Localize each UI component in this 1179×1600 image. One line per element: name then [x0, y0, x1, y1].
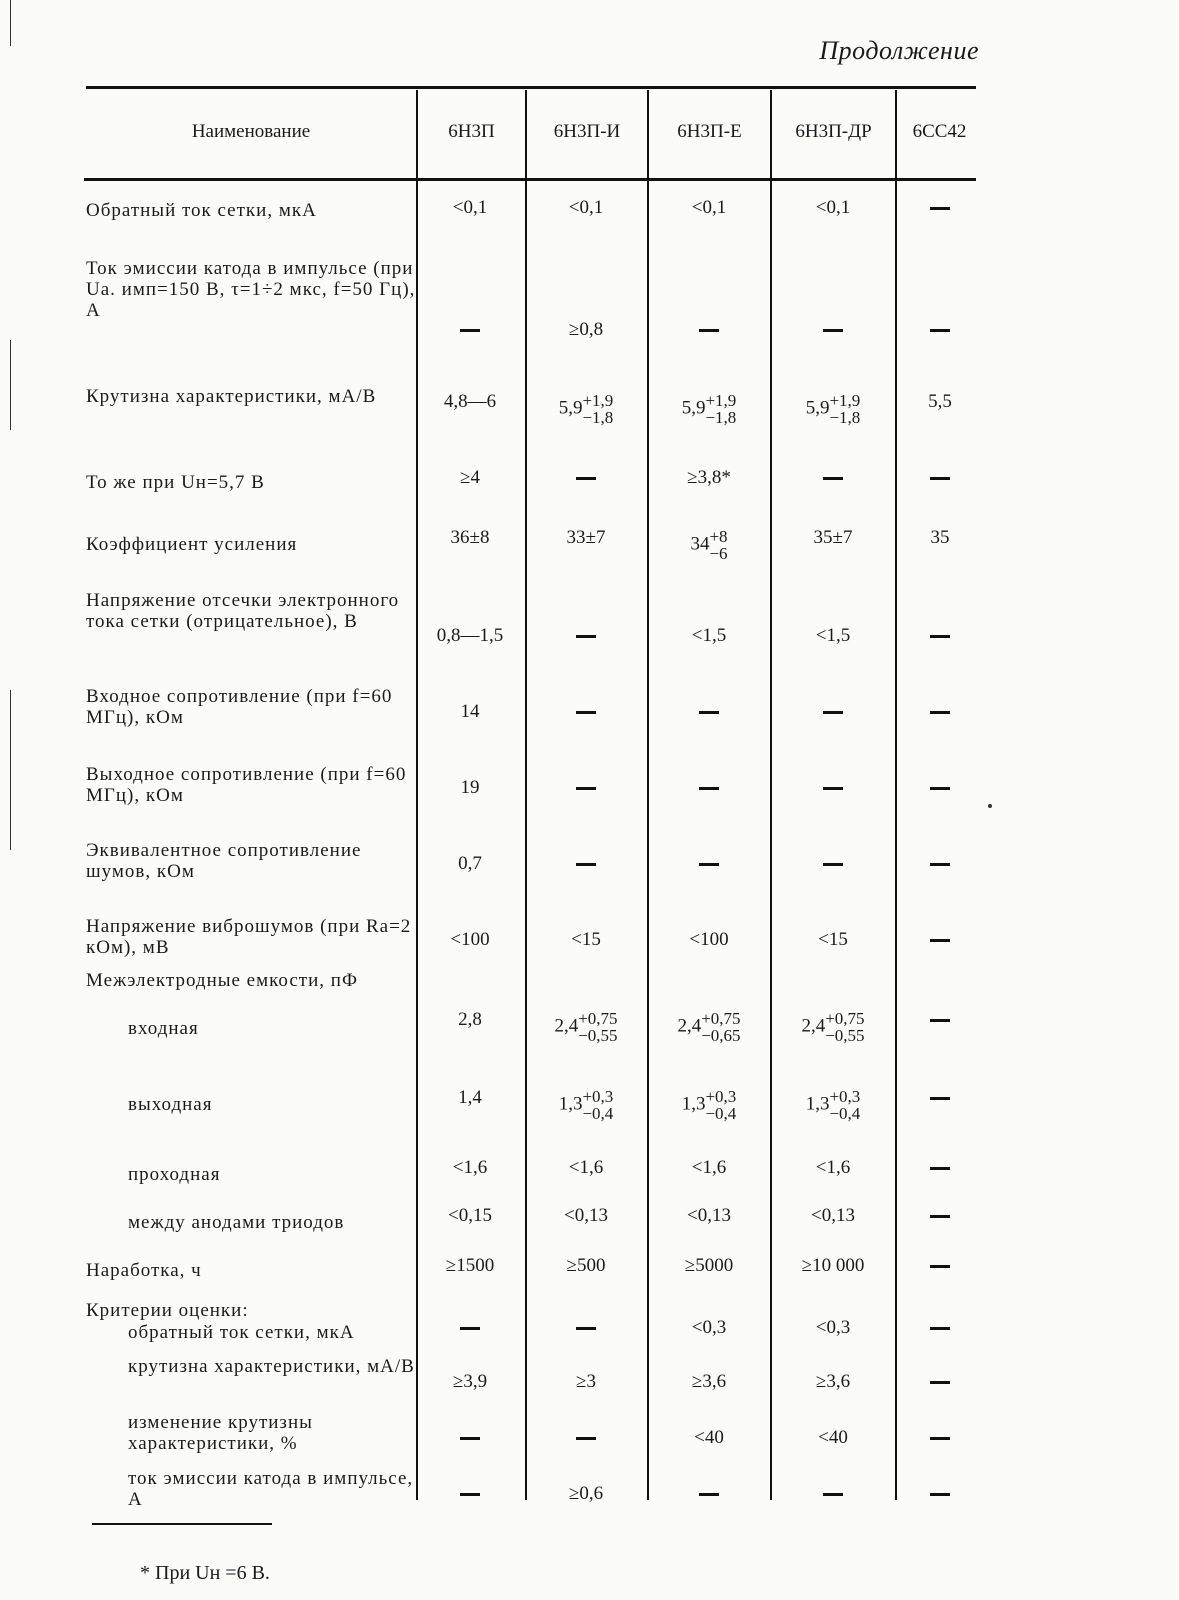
table-cell: 19 [460, 777, 480, 798]
row-name: обратный ток сетки, мкА [128, 1322, 355, 1343]
table-cell [880, 1256, 1000, 1276]
dash-mark [460, 1493, 480, 1496]
dash-mark [460, 329, 480, 332]
table-cell [773, 320, 893, 340]
cell-base-value: 1,3 [558, 1093, 583, 1115]
table-cell [773, 1088, 893, 1122]
cell-tolerance: +0,75 −0,55 [578, 1009, 618, 1045]
header-name: Наименование [191, 121, 311, 142]
dash-mark [930, 939, 950, 942]
table-cell: <0,13 [564, 1205, 608, 1226]
table-cell [773, 702, 893, 722]
table-cell [773, 1010, 893, 1044]
dash-mark [930, 1265, 950, 1268]
table-cell [880, 702, 1000, 722]
table-cell: <1,6 [691, 1157, 727, 1178]
ink-dot [988, 804, 992, 808]
dash-mark [930, 1097, 950, 1100]
column-separator [770, 90, 772, 1500]
row-name: Напряжение отсечки электронного тока сетки (отрицательное), В [86, 590, 400, 632]
cell-tolerance: +0,3 −0,4 [829, 1087, 861, 1123]
dash-mark [699, 863, 719, 866]
dash-mark [576, 863, 596, 866]
table-cell: <0,1 [691, 197, 727, 218]
table-cell: 0,7 [458, 853, 482, 874]
table-cell [880, 1484, 1000, 1504]
dash-mark [460, 1437, 480, 1440]
dash-mark [930, 1493, 950, 1496]
table-cell: 35 [930, 527, 950, 548]
table-cell [773, 778, 893, 798]
row-name: Наработка, ч [86, 1260, 202, 1281]
cell-tolerance: +1,9 −1,8 [705, 391, 737, 427]
row-name: между анодами триодов [128, 1212, 345, 1233]
table-cell: 33±7 [566, 527, 606, 548]
table-cell [649, 1088, 769, 1122]
table-cell: ≥3,8* [687, 467, 731, 488]
continuation-label: Продолжение [819, 36, 979, 65]
footnote: * При Uн =6 В. [140, 1562, 270, 1584]
table-cell: ≥1500 [445, 1255, 495, 1276]
table-cell [773, 1484, 893, 1504]
header-6n3p: 6Н3П [448, 121, 495, 142]
table-cell [880, 854, 1000, 874]
table-cell [649, 1484, 769, 1504]
cell-tolerance: +0,3 −0,4 [705, 1087, 737, 1123]
cell-tolerance: +8 −6 [709, 527, 728, 563]
table-cell [526, 1010, 646, 1044]
table-cell: <0,3 [691, 1317, 727, 1338]
dash-mark [699, 329, 719, 332]
table-cell [526, 854, 646, 874]
table-cell [649, 702, 769, 722]
table-cell: ≥500 [566, 1255, 606, 1276]
table-cell: <0,15 [448, 1205, 492, 1226]
header-6n3p-e: 6Н3П-Е [677, 121, 742, 142]
dash-mark [699, 711, 719, 714]
table-cell: 5,5 [928, 391, 952, 412]
cell-base-value: 1,3 [681, 1093, 706, 1115]
table-cell [410, 1428, 530, 1448]
table-cell: ≥3,6 [691, 1371, 727, 1392]
dash-mark [576, 477, 596, 480]
row-name: Коэффициент усиления [86, 534, 298, 555]
row-name: изменение крутизны характеристики, % [128, 1412, 313, 1454]
cell-base-value: 1,3 [805, 1093, 830, 1115]
row-name: выходная [128, 1094, 213, 1115]
dash-mark [930, 477, 950, 480]
table-cell: ≥0,8 [568, 319, 604, 340]
table-cell [410, 1484, 530, 1504]
dash-mark [823, 711, 843, 714]
table-cell: ≥3,9 [452, 1371, 488, 1392]
header-6ss42: 6СС42 [912, 121, 967, 142]
table-cell: <100 [450, 929, 490, 950]
row-name: Крутизна характеристики, мА/В [86, 386, 377, 407]
footnote-rule [92, 1523, 272, 1525]
table-cell [526, 392, 646, 426]
table-cell [880, 1372, 1000, 1392]
cell-base-value: 2,4 [801, 1015, 826, 1037]
dash-mark [930, 1167, 950, 1170]
table-cell: <1,6 [568, 1157, 604, 1178]
header-bottom-rule [84, 178, 976, 181]
cell-base-value: 5,9 [681, 397, 706, 419]
row-name: То же при Uн=5,7 В [86, 472, 265, 493]
row-name: Ток эмиссии катода в импульсе (при Uа. имп=150 В, τ=1÷2 мкс, f=50 Гц), А [86, 258, 416, 321]
table-cell [526, 1088, 646, 1122]
table-cell [649, 392, 769, 426]
table-cell: <40 [694, 1427, 724, 1448]
dash-mark [930, 787, 950, 790]
table-cell [649, 528, 769, 562]
table-cell [880, 1158, 1000, 1178]
table-cell: 14 [460, 701, 480, 722]
table-cell: 36±8 [450, 527, 490, 548]
dash-mark [930, 207, 950, 210]
cell-tolerance: +0,75 −0,65 [701, 1009, 741, 1045]
table-cell: <0,13 [811, 1205, 855, 1226]
table-cell: ≥0,6 [568, 1483, 604, 1504]
table-cell [410, 1318, 530, 1338]
table-cell [880, 626, 1000, 646]
cell-tolerance: +0,3 −0,4 [582, 1087, 614, 1123]
table-cell: 35±7 [813, 527, 853, 548]
cell-base-value: 2,4 [677, 1015, 702, 1037]
dash-mark [930, 1215, 950, 1218]
table-cell: <0,1 [815, 197, 851, 218]
table-cell [526, 626, 646, 646]
dash-mark [930, 1437, 950, 1440]
cell-base-value: 34 [690, 533, 710, 555]
dash-mark [699, 787, 719, 790]
table-cell: <0,1 [568, 197, 604, 218]
table-cell [526, 1318, 646, 1338]
row-name: Межэлектродные емкости, пФ [86, 970, 358, 991]
margin-mark [10, 690, 11, 850]
cell-tolerance: +1,9 −1,8 [582, 391, 614, 427]
cell-base-value: 5,9 [558, 397, 583, 419]
margin-mark [10, 0, 11, 46]
table-cell [649, 854, 769, 874]
dash-mark [576, 635, 596, 638]
dash-mark [460, 1327, 480, 1330]
table-cell: 0,8—1,5 [436, 625, 504, 646]
table-cell [773, 468, 893, 488]
table-cell: <1,5 [691, 625, 727, 646]
table-cell: <100 [689, 929, 729, 950]
dash-mark [823, 477, 843, 480]
dash-mark [930, 635, 950, 638]
table-cell: ≥10 000 [801, 1255, 865, 1276]
dash-mark [576, 1437, 596, 1440]
table-cell: <0,1 [452, 197, 488, 218]
row-name: Обратный ток сетки, мкА [86, 200, 317, 221]
table-cell [880, 468, 1000, 488]
table-cell [880, 1206, 1000, 1226]
dash-mark [823, 329, 843, 332]
row-name: Напряжение виброшумов (при Rа=2 кОм), мВ [86, 916, 412, 958]
dash-mark [930, 1019, 950, 1022]
table-cell: <0,13 [687, 1205, 731, 1226]
table-cell [880, 1010, 1000, 1030]
table-cell: <0,3 [815, 1317, 851, 1338]
dash-mark [699, 1493, 719, 1496]
dash-mark [823, 1493, 843, 1496]
dash-mark [823, 863, 843, 866]
table-cell: <1,5 [815, 625, 851, 646]
row-name: Эквивалентное сопротивление шумов, кОм [86, 840, 362, 882]
table-cell [880, 778, 1000, 798]
cell-base-value: 2,4 [554, 1015, 579, 1037]
table-cell: 1,4 [458, 1087, 482, 1108]
table-cell: <15 [571, 929, 601, 950]
table-cell [649, 320, 769, 340]
table-cell: <40 [818, 1427, 848, 1448]
cell-tolerance: +0,75 −0,55 [825, 1009, 865, 1045]
table-cell [880, 1428, 1000, 1448]
row-name: крутизна характеристики, мА/В [128, 1356, 415, 1377]
table-cell: 2,8 [458, 1009, 482, 1030]
table-cell [410, 320, 530, 340]
table-cell [880, 1088, 1000, 1108]
cell-base-value: 5,9 [805, 397, 830, 419]
row-name: Выходное сопротивление (при f=60 МГц), кОм [86, 764, 407, 806]
table-cell: <15 [818, 929, 848, 950]
table-cell: ≥5000 [684, 1255, 734, 1276]
header-6n3p-i: 6Н3П-И [553, 121, 621, 142]
table-cell: ≥3 [576, 1371, 596, 1392]
dash-mark [576, 1327, 596, 1330]
table-cell [649, 1010, 769, 1044]
table-cell [649, 778, 769, 798]
table-cell [880, 1318, 1000, 1338]
row-name: проходная [128, 1164, 221, 1185]
table-cell [880, 320, 1000, 340]
margin-mark [10, 340, 11, 430]
dash-mark [930, 1381, 950, 1384]
dash-mark [930, 1327, 950, 1330]
table-cell [526, 1428, 646, 1448]
table-cell [773, 854, 893, 874]
row-name: Входное сопротивление (при f=60 МГц), кОм [86, 686, 393, 728]
cell-tolerance: +1,9 −1,8 [829, 391, 861, 427]
table-cell: ≥3,6 [815, 1371, 851, 1392]
row-name: входная [128, 1018, 199, 1039]
table-cell [526, 778, 646, 798]
dash-mark [576, 711, 596, 714]
dash-mark [930, 329, 950, 332]
header-6n3p-dr: 6Н3П-ДР [795, 121, 872, 142]
dash-mark [930, 711, 950, 714]
table-cell: <1,6 [815, 1157, 851, 1178]
table-cell: 4,8—6 [443, 391, 497, 412]
dash-mark [823, 787, 843, 790]
table-cell [880, 930, 1000, 950]
table-cell: <1,6 [452, 1157, 488, 1178]
dash-mark [930, 863, 950, 866]
table-cell [526, 468, 646, 488]
row-name: ток эмиссии катода в импульсе, А [128, 1468, 414, 1510]
table-cell [526, 702, 646, 722]
table-cell [880, 198, 1000, 218]
table-cell [773, 392, 893, 426]
table-cell: ≥4 [460, 467, 480, 488]
row-name: Критерии оценки: [86, 1300, 249, 1321]
dash-mark [576, 787, 596, 790]
